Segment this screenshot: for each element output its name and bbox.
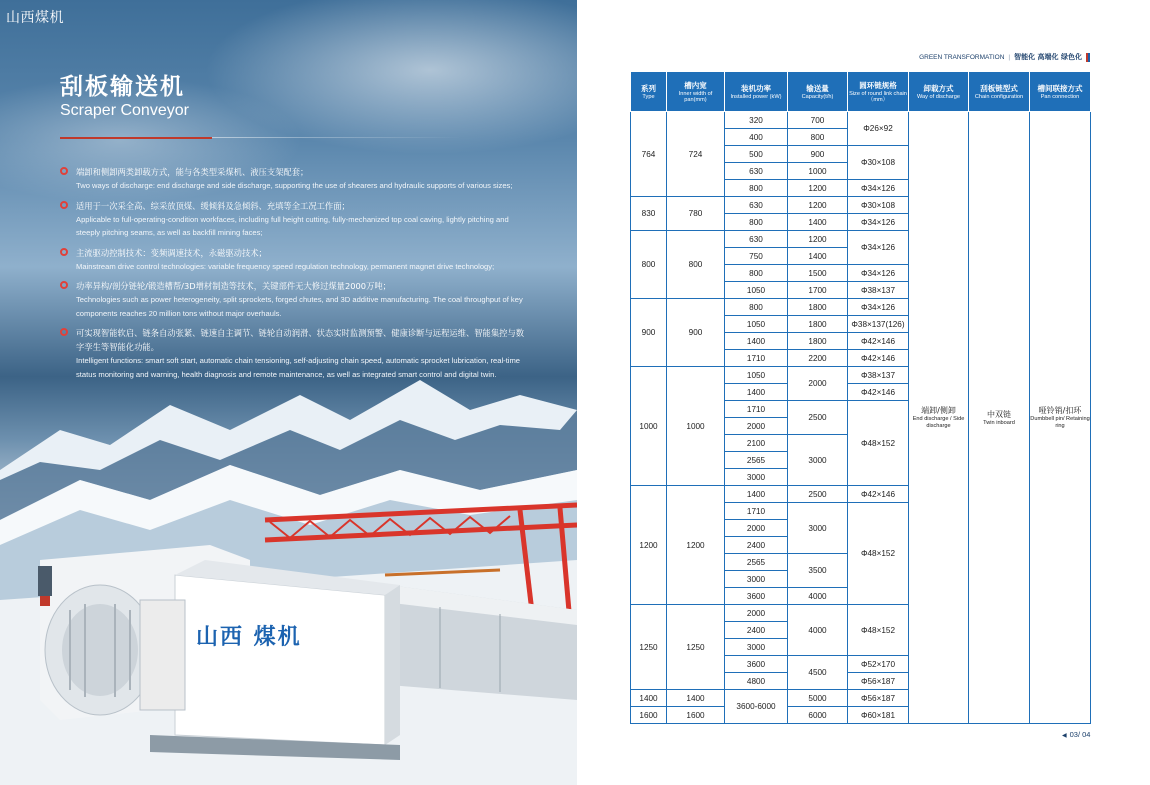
power-cell: 3600 bbox=[725, 588, 788, 605]
capacity-cell: 1000 bbox=[788, 163, 848, 180]
chain-cell: Φ60×181 bbox=[848, 707, 909, 724]
product-title-cn: 刮板输送机 bbox=[60, 74, 185, 100]
bullet-icon bbox=[60, 201, 68, 209]
feature-text-en: Two ways of discharge: end discharge and side discharge, supporting the use of shearers and hydraulic supports of various sizes; bbox=[76, 181, 513, 190]
capacity-cell: 2500 bbox=[788, 401, 848, 435]
chain-config-en: Twin inboard bbox=[983, 419, 1015, 426]
feature-item bbox=[58, 246, 528, 274]
capacity-cell: 800 bbox=[788, 129, 848, 146]
power-cell: 2000 bbox=[725, 418, 788, 435]
feature-text-en: Intelligent functions: smart soft start, automatic chain tensioning, self-adjusting chain speed, automatic sprocket lubrication, real-time status monitoring and warning, health diagnosis and remote maintenance, as well as integrated smart control and digital twin. bbox=[76, 356, 521, 379]
header-tagline-cn: 智能化 高端化 绿色化 bbox=[1014, 53, 1082, 61]
power-cell: 630 bbox=[725, 197, 788, 214]
capacity-cell: 5000 bbox=[788, 690, 848, 707]
table-body bbox=[631, 112, 1091, 724]
chain-cell: Φ30×108 bbox=[848, 197, 909, 214]
chain-cell: Φ34×126 bbox=[848, 214, 909, 231]
chain-cell: Φ38×137 bbox=[848, 282, 909, 299]
power-cell: 1710 bbox=[725, 503, 788, 520]
power-cell: 3000 bbox=[725, 639, 788, 656]
capacity-cell: 2500 bbox=[788, 486, 848, 503]
bullet-icon bbox=[60, 167, 68, 175]
power-cell: 2565 bbox=[725, 452, 788, 469]
width-cell: 1400 bbox=[667, 690, 725, 707]
capacity-cell: 1800 bbox=[788, 316, 848, 333]
flag-icon bbox=[1086, 53, 1090, 62]
type-cell: 1250 bbox=[631, 605, 667, 690]
triangle-left-icon: ◀ bbox=[1062, 733, 1067, 739]
power-cell: 800 bbox=[725, 214, 788, 231]
chain-cell: Φ42×146 bbox=[848, 333, 909, 350]
column-header: 系列 Type bbox=[631, 72, 667, 112]
spec-table bbox=[630, 71, 1091, 724]
capacity-cell: 2200 bbox=[788, 350, 848, 367]
capacity-cell: 4000 bbox=[788, 588, 848, 605]
power-cell: 1400 bbox=[725, 333, 788, 350]
feature-item bbox=[58, 165, 528, 193]
type-cell: 1400 bbox=[631, 690, 667, 707]
chain-cell: Φ56×187 bbox=[848, 673, 909, 690]
chain-cell: Φ26×92 bbox=[848, 112, 909, 146]
width-cell: 1200 bbox=[667, 486, 725, 605]
feature-item bbox=[58, 326, 528, 381]
chain-cell: Φ38×137 bbox=[848, 367, 909, 384]
width-cell: 780 bbox=[667, 197, 725, 231]
capacity-cell: 1800 bbox=[788, 299, 848, 316]
power-cell: 3600 bbox=[725, 656, 788, 673]
chain-cell: Φ48×152 bbox=[848, 401, 909, 486]
capacity-cell: 2000 bbox=[788, 367, 848, 401]
power-cell: 1050 bbox=[725, 316, 788, 333]
chain-cell: Φ34×126 bbox=[848, 231, 909, 265]
power-cell: 3000 bbox=[725, 469, 788, 486]
feature-text-cn: 端卸和侧卸两类卸载方式，能与各类型采煤机、液压支架配套； bbox=[76, 167, 309, 177]
power-cell: 1050 bbox=[725, 367, 788, 384]
power-cell: 750 bbox=[725, 248, 788, 265]
power-cell: 2565 bbox=[725, 554, 788, 571]
column-header: 圆环链规格 Size of round link chain（mm） bbox=[848, 72, 909, 112]
width-cell: 800 bbox=[667, 231, 725, 299]
capacity-cell: 1500 bbox=[788, 265, 848, 282]
chain-cell: Φ34×126 bbox=[848, 299, 909, 316]
width-cell: 1600 bbox=[667, 707, 725, 724]
power-cell: 2000 bbox=[725, 605, 788, 622]
type-cell: 1600 bbox=[631, 707, 667, 724]
column-header: 装机功率 Installed power (kW) bbox=[725, 72, 788, 112]
table-header-row bbox=[631, 72, 1091, 112]
bullet-icon bbox=[60, 328, 68, 336]
capacity-cell: 1800 bbox=[788, 333, 848, 350]
chain-cell: Φ52×170 bbox=[848, 656, 909, 673]
discharge-cell bbox=[909, 112, 969, 724]
type-cell: 900 bbox=[631, 299, 667, 367]
width-cell: 900 bbox=[667, 299, 725, 367]
feature-text-cn: 功率异构/剖分链轮/锻造槽帮/3D增材制造等技术，关键部件无大修过煤量2000万吨； bbox=[76, 281, 391, 291]
power-cell: 800 bbox=[725, 180, 788, 197]
capacity-cell: 1400 bbox=[788, 214, 848, 231]
discharge-cn: 端卸/侧卸 bbox=[921, 406, 956, 415]
chain-config-cn: 中双链 bbox=[987, 409, 1011, 419]
header-divider: | bbox=[1008, 53, 1011, 61]
discharge-en: End discharge / Side discharge bbox=[912, 416, 965, 429]
chain-cell: Φ30×108 bbox=[848, 146, 909, 180]
brand-name: 山西煤机 bbox=[6, 10, 64, 26]
table-row bbox=[631, 112, 1091, 129]
capacity-cell: 700 bbox=[788, 112, 848, 129]
power-cell: 4800 bbox=[725, 673, 788, 690]
capacity-cell: 1200 bbox=[788, 197, 848, 214]
product-title-en: Scraper Conveyor bbox=[60, 102, 189, 119]
feature-item bbox=[58, 199, 528, 240]
chain-cell: Φ48×152 bbox=[848, 605, 909, 656]
page-number: ◀ 03/ 04 bbox=[1062, 730, 1091, 739]
capacity-cell: 1400 bbox=[788, 248, 848, 265]
type-cell: 830 bbox=[631, 197, 667, 231]
chain-cell: Φ42×146 bbox=[848, 384, 909, 401]
capacity-cell: 4500 bbox=[788, 656, 848, 690]
width-cell: 1000 bbox=[667, 367, 725, 486]
type-cell: 800 bbox=[631, 231, 667, 299]
type-cell: 1000 bbox=[631, 367, 667, 486]
power-cell: 500 bbox=[725, 146, 788, 163]
power-cell: 3000 bbox=[725, 571, 788, 588]
chain-cell: Φ48×152 bbox=[848, 503, 909, 605]
power-cell: 800 bbox=[725, 299, 788, 316]
column-header: 输送量 Capacity(t/h) bbox=[788, 72, 848, 112]
type-cell: 764 bbox=[631, 112, 667, 197]
width-cell: 1250 bbox=[667, 605, 725, 690]
pan-connection-cn: 哑铃销/扣环 bbox=[1038, 406, 1082, 415]
bullet-icon bbox=[60, 281, 68, 289]
power-cell: 800 bbox=[725, 265, 788, 282]
capacity-cell: 1700 bbox=[788, 282, 848, 299]
capacity-cell: 4000 bbox=[788, 605, 848, 656]
power-cell: 3600-6000 bbox=[725, 690, 788, 724]
feature-list bbox=[58, 165, 528, 387]
power-cell: 2100 bbox=[725, 435, 788, 452]
spec-page bbox=[577, 0, 1150, 785]
machine-brand-logo: 山西 煤机 bbox=[196, 625, 302, 650]
header-tagline-en: GREEN TRANSFORMATION bbox=[919, 53, 1005, 61]
capacity-cell: 1200 bbox=[788, 231, 848, 248]
power-cell: 1710 bbox=[725, 350, 788, 367]
capacity-cell: 900 bbox=[788, 146, 848, 163]
column-header: 槽间联接方式 Pan connection bbox=[1030, 72, 1091, 112]
power-cell: 1710 bbox=[725, 401, 788, 418]
chain-cell: Φ42×146 bbox=[848, 350, 909, 367]
power-cell: 2400 bbox=[725, 622, 788, 639]
capacity-cell: 3000 bbox=[788, 503, 848, 554]
power-cell: 630 bbox=[725, 231, 788, 248]
power-cell: 2000 bbox=[725, 520, 788, 537]
pan-connection-cell bbox=[1030, 112, 1091, 724]
feature-text-en: Applicable to full-operating-condition workfaces, including full height cutting, fully-mechanized top coal caving, lightly pitching and steeply pitching seams, as well as backfill mining faces; bbox=[76, 214, 509, 237]
chain-cell: Φ34×126 bbox=[848, 265, 909, 282]
power-cell: 1050 bbox=[725, 282, 788, 299]
feature-item bbox=[58, 279, 528, 320]
feature-text-cn: 可实现智能软启、链条自动张紧、链速自主调节、链轮自动润滑、状态实时监测预警、健康诊断与远程运维、智能集控与数字孪生等智能化功能。 bbox=[76, 328, 525, 352]
capacity-cell: 1200 bbox=[788, 180, 848, 197]
power-cell: 400 bbox=[725, 129, 788, 146]
feature-text-cn: 适用于一次采全高、综采放顶煤、缓倾斜及急倾斜、充填等全工况工作面； bbox=[76, 200, 350, 211]
power-cell: 2400 bbox=[725, 537, 788, 554]
column-header: 槽内宽 Inner width of pan(mm) bbox=[667, 72, 725, 112]
chain-config-cell bbox=[969, 112, 1030, 724]
pan-connection-en: Dumbbell pin/ Retaining ring bbox=[1030, 416, 1090, 429]
power-cell: 320 bbox=[725, 112, 788, 129]
column-header: 刮板链型式 Chain configuration bbox=[969, 72, 1030, 112]
power-cell: 630 bbox=[725, 163, 788, 180]
type-cell: 1200 bbox=[631, 486, 667, 605]
capacity-cell: 6000 bbox=[788, 707, 848, 724]
feature-text-cn: 主流驱动控制技术：变频调速技术，永磁驱动技术； bbox=[76, 247, 267, 258]
bullet-icon bbox=[60, 248, 68, 256]
chain-cell: Φ38×137(126) bbox=[848, 316, 909, 333]
title-underline bbox=[60, 137, 212, 139]
capacity-cell: 3500 bbox=[788, 554, 848, 588]
width-cell: 724 bbox=[667, 112, 725, 197]
chain-cell: Φ56×187 bbox=[848, 690, 909, 707]
chain-cell: Φ34×126 bbox=[848, 180, 909, 197]
chain-cell: Φ42×146 bbox=[848, 486, 909, 503]
feature-text-en: Mainstream drive control technologies: variable frequency speed regulation technology, permanent magnet drive technology; bbox=[76, 261, 495, 271]
page-header bbox=[919, 52, 1090, 62]
power-cell: 1400 bbox=[725, 384, 788, 401]
feature-text-en: Technologies such as power heterogeneity, split sprockets, forged chutes, and 3D additive manufacturing. The coal throughput of key components reaches 20 million tons without major overhauls. bbox=[76, 295, 523, 318]
power-cell: 1400 bbox=[725, 486, 788, 503]
column-header: 卸载方式 Way of discharge bbox=[909, 72, 969, 112]
capacity-cell: 3000 bbox=[788, 435, 848, 486]
